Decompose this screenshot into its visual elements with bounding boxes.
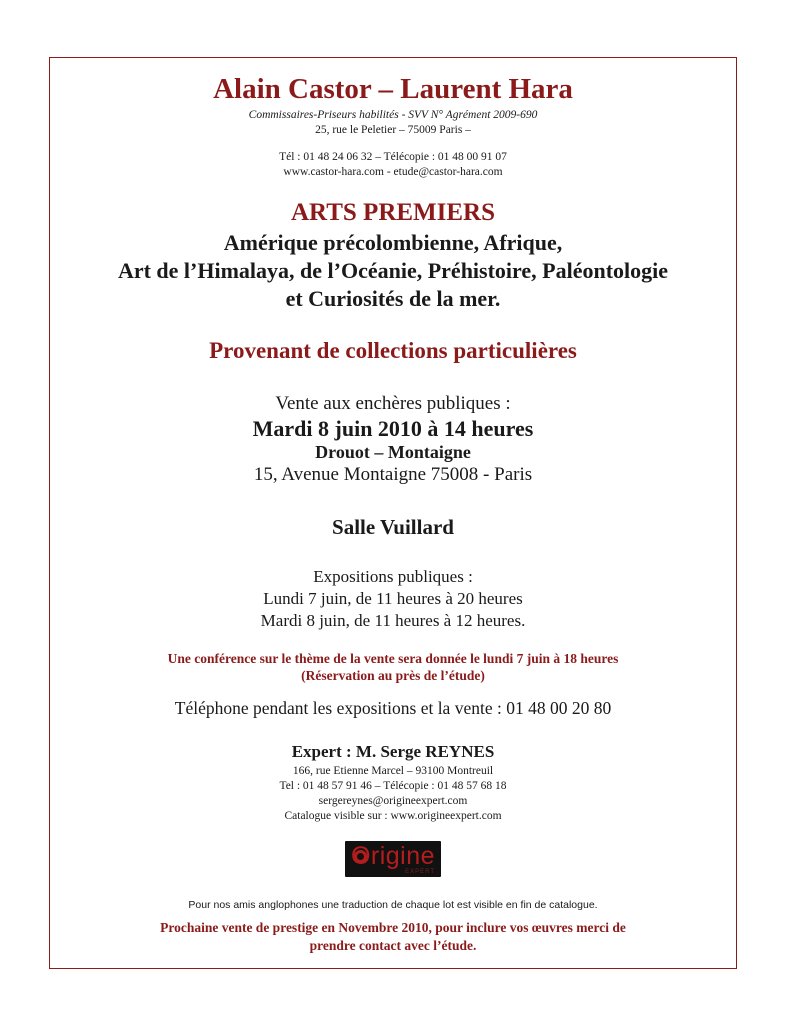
origine-logo: [345, 841, 441, 877]
telephone-line: Téléphone pendant les expositions et la vente : 01 48 00 20 80: [174, 698, 612, 718]
auctioneers-subtitle: Commissaires-Priseurs habilités - SVV N° Agrément 2009-690: [248, 109, 538, 121]
auctioneers-phone: Tél : 01 48 24 06 32 – Télécopie : 01 48 00 91 07: [279, 151, 507, 163]
exhibitions-label: Expositions publiques :: [313, 567, 473, 586]
page-border: [49, 57, 737, 969]
logo-subtext: EXPERT: [405, 869, 435, 875]
auctioneers-web: www.castor-hara.com - etude@castor-hara.com: [283, 166, 503, 178]
provenance-heading: Provenant de collections particulières: [209, 338, 577, 363]
conference-reservation: (Réservation au près de l’étude): [301, 668, 485, 683]
room-name: Salle Vuillard: [332, 515, 454, 539]
expert-email: sergereynes@origineexpert.com: [318, 795, 468, 807]
auction-label: Vente aux enchères publiques :: [275, 393, 511, 414]
sale-line-2: Art de l’Himalaya, de l’Océanie, Préhistoire, Paléontologie: [117, 258, 669, 283]
expert-phone: Tel : 01 48 57 91 46 – Télécopie : 01 48 57 68 18: [279, 780, 507, 792]
auctioneers-address: 25, rue le Peletier – 75009 Paris –: [315, 124, 471, 136]
venue-name: Drouot – Montaigne: [315, 442, 471, 462]
next-sale-line-1: Prochaine vente de prestige en Novembre 2010, pour inclure vos œuvres merci de: [160, 920, 626, 935]
next-sale-line-2: prendre contact avec l’étude.: [309, 938, 477, 953]
exhibitions-day-1: Lundi 7 juin, de 11 heures à 20 heures: [263, 589, 523, 608]
auctioneers-title: Alain Castor – Laurent Hara: [213, 73, 573, 105]
sale-line-1: Amérique précolombienne, Afrique,: [223, 230, 563, 255]
sale-category: ARTS PREMIERS: [290, 199, 496, 226]
expert-address: 166, rue Etienne Marcel – 93100 Montreuil: [292, 765, 494, 777]
conference-notice: Une conférence sur le thème de la vente sera donnée le lundi 7 juin à 18 heures: [167, 651, 619, 666]
exhibitions-day-2: Mardi 8 juin, de 11 heures à 12 heures.: [260, 611, 526, 630]
venue-address: 15, Avenue Montaigne 75008 - Paris: [253, 464, 533, 485]
logo-text: Origine: [350, 842, 436, 870]
auction-date: Mardi 8 juin 2010 à 14 heures: [252, 416, 534, 441]
translation-note: Pour nos amis anglophones une traduction de chaque lot est visible en fin de catalogue.: [188, 899, 598, 911]
sale-line-3: et Curiosités de la mer.: [285, 286, 501, 311]
expert-catalogue: Catalogue visible sur : www.origineexpert.com: [284, 810, 502, 822]
expert-name: Expert : M. Serge REYNES: [291, 742, 495, 761]
